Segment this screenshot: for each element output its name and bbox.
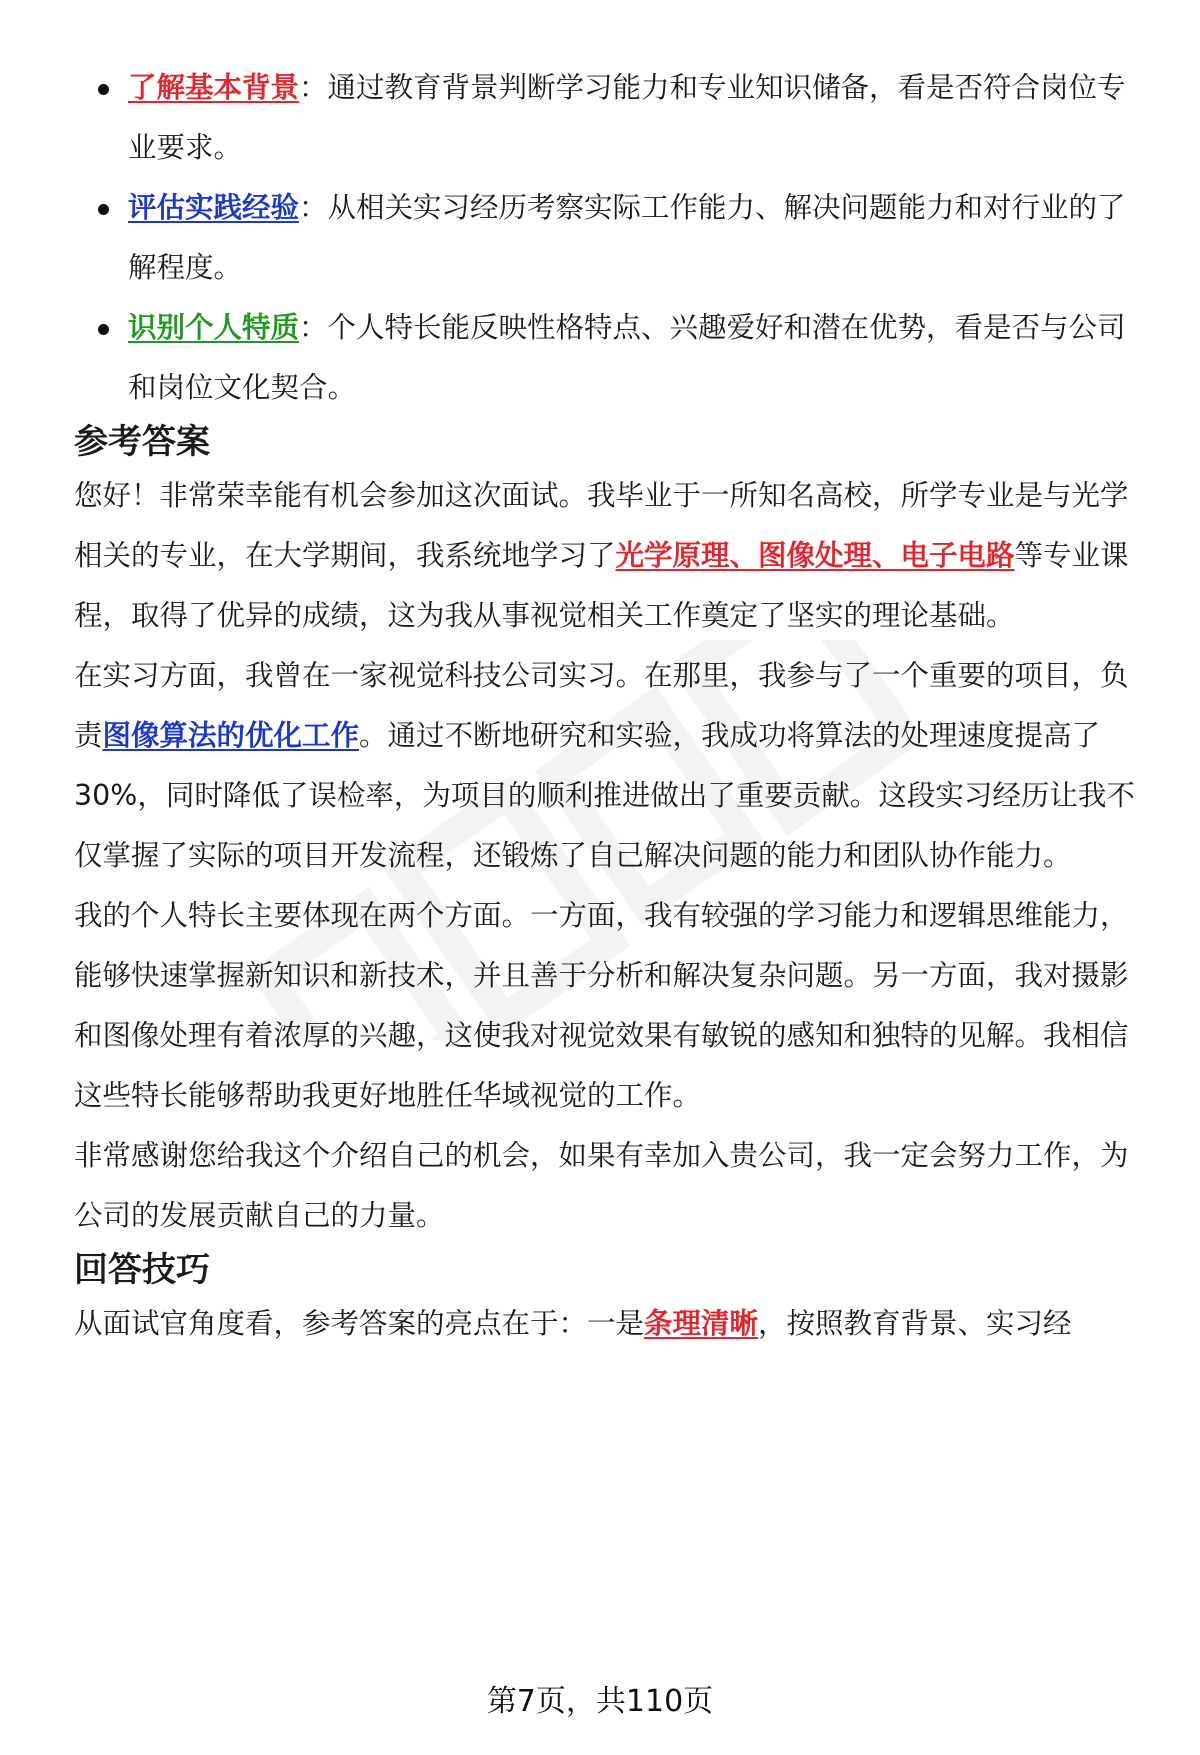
list-item <box>74 58 1148 178</box>
keyword-practice-experience: 评估实践经验 <box>128 191 300 224</box>
highlight-algorithm-work: 图像算法的优化工作 <box>102 719 360 752</box>
highlight-courses: 光学原理、图像处理、电子电路 <box>615 539 1015 572</box>
bullet-icon <box>98 84 109 95</box>
section-title-answer-tips: 回答技巧 <box>74 1250 210 1290</box>
answer-paragraph-closing: 非常感谢您给我这个介绍自己的机会，如果有幸加入贵公司，我一定会努力工作，为公司的发展贡献自己的力量。 <box>74 1139 1129 1232</box>
highlight-clear-structure: 条理清晰 <box>644 1307 759 1340</box>
list-item-text: ：从相关实习经历考察实际工作能力、解决问题能力和对行业的了解程度。 <box>128 191 1126 284</box>
list-item <box>74 178 1148 298</box>
section-title-reference-answer: 参考答案 <box>74 422 210 462</box>
document-page <box>74 58 1148 1354</box>
paragraph-text: 从面试官角度看，参考答案的亮点在于：一是 <box>74 1307 645 1340</box>
bullet-icon <box>98 204 109 215</box>
paragraph-text: 在实习方面，我曾在一家视觉科技公司实习。在那里，我参与了一个重要的项目，负责 <box>74 659 1129 752</box>
tips-paragraph <box>74 1294 1148 1354</box>
list-item-text: ：通过教育背景判断学习能力和专业知识储备，看是否符合岗位专业要求。 <box>128 71 1126 164</box>
paragraph-text: ，按照教育背景、实习经 <box>758 1307 1072 1340</box>
paragraph-text: 等专业课程，取得了优异的成绩，这为我从事视觉相关工作奠定了坚实的理论基础。 <box>74 539 1129 632</box>
page-number: 第7页，共110页 <box>486 1684 714 1719</box>
list-item <box>74 298 1148 418</box>
keyword-basic-background: 了解基本背景 <box>128 71 300 104</box>
list-item-text: ：个人特长能反映性格特点、兴趣爱好和潜在优势，看是否与公司和岗位文化契合。 <box>128 311 1126 404</box>
bullet-icon <box>98 324 109 335</box>
answer-paragraph-internship <box>74 646 1148 886</box>
answer-paragraph-strengths: 我的个人特长主要体现在两个方面。一方面，我有较强的学习能力和逻辑思维能力，能够快速掌握新知识和新技术，并且善于分析和解决复杂问题。另一方面，我对摄影和图像处理有着浓厚的兴趣，这使我对视觉效果有敏锐的感知和独特的见解。我相信这些特长能够帮助我更好地胜任华域视觉的工作。 <box>74 899 1129 1112</box>
keyword-personal-traits: 识别个人特质 <box>128 311 300 344</box>
paragraph-text: 您好！非常荣幸能有机会参加这次面试。我毕业于一所知名高校，所学专业是与光学相关的专业，在大学期间，我系统地学习了 <box>74 479 1129 572</box>
evaluation-points-list <box>74 58 1148 418</box>
paragraph-text: 。通过不断地研究和实验，我成功将算法的处理速度提高了30%，同时降低了误检率，为项目的顺利推进做出了重要贡献。这段实习经历让我不仅掌握了实际的项目开发流程，还锻炼了自己解决问题的能力和团队协作能力。 <box>74 719 1135 872</box>
answer-paragraph-education <box>74 466 1148 646</box>
